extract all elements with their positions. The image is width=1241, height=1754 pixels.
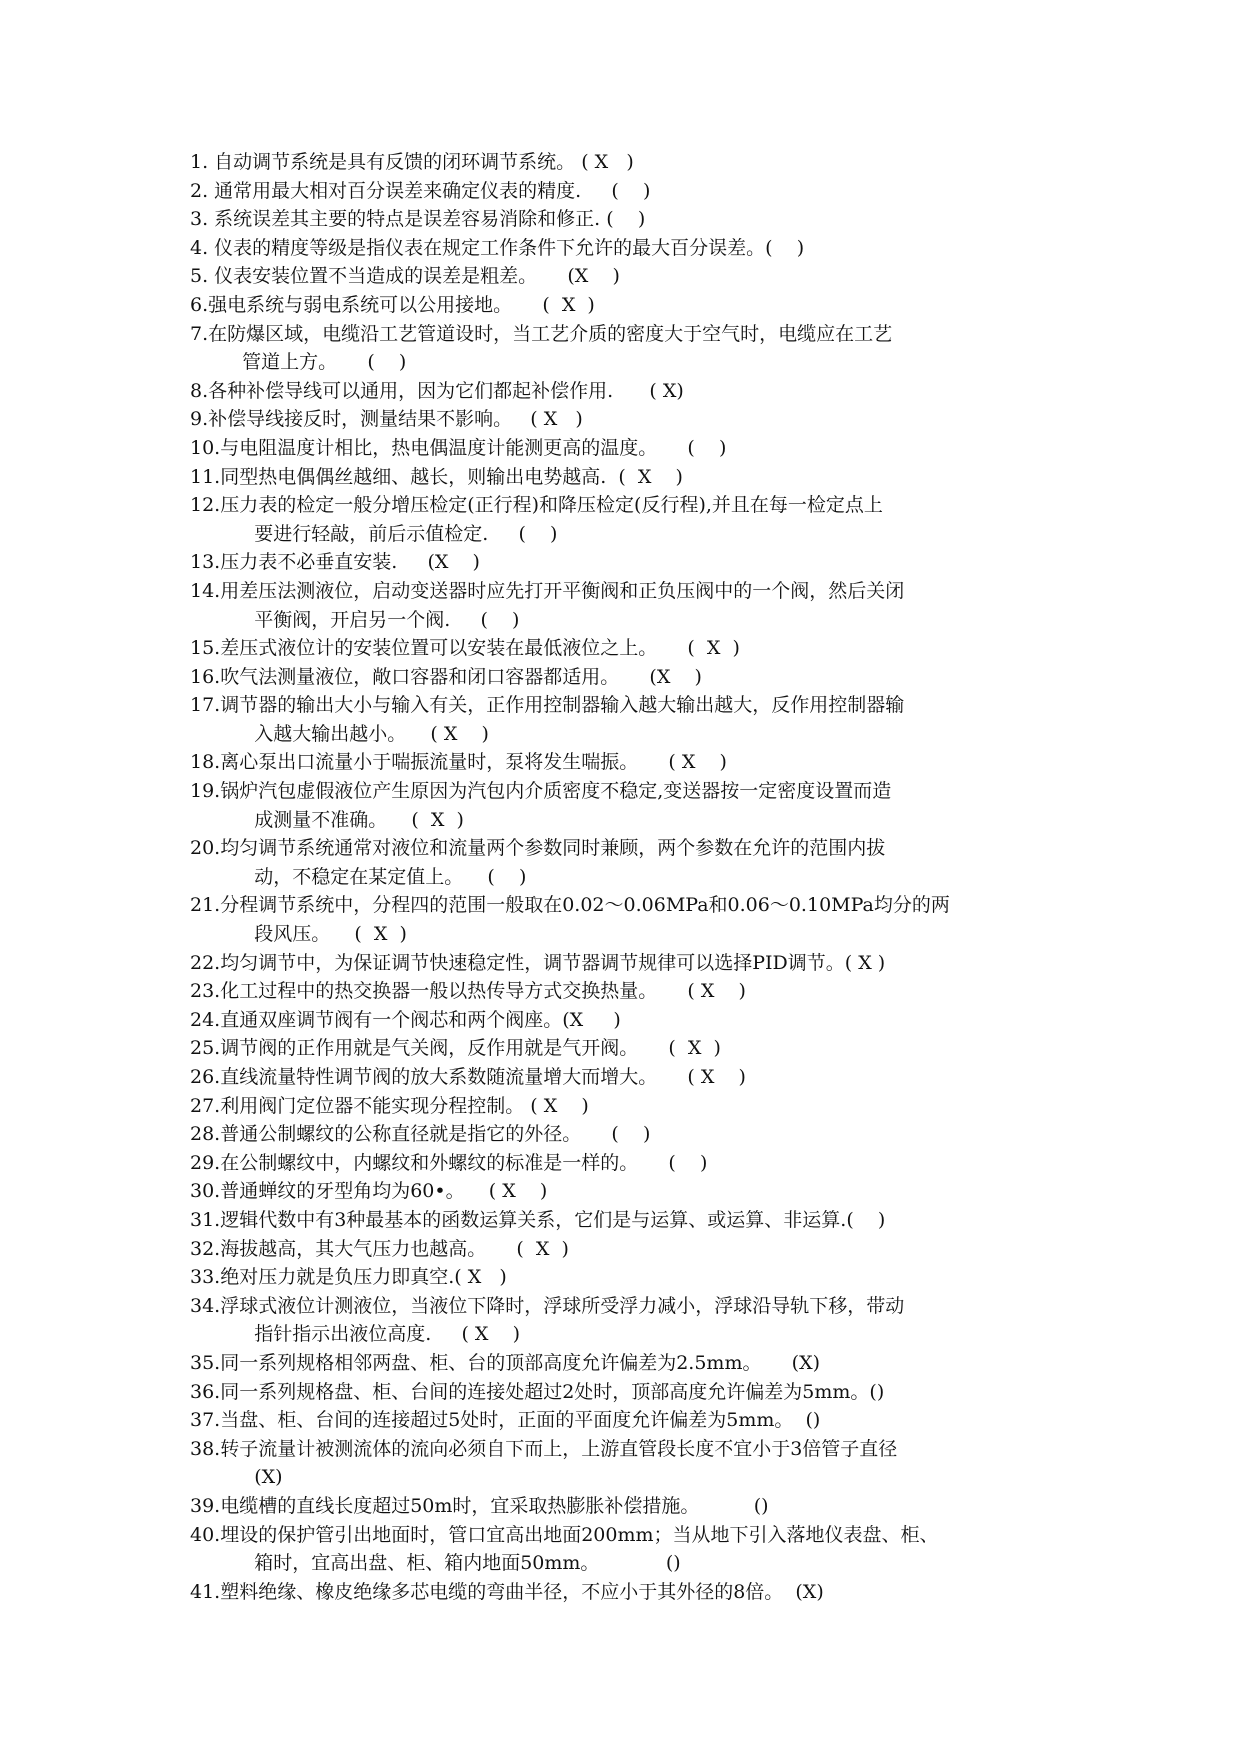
question-number: 17.: [190, 694, 221, 717]
question-number: 36.: [190, 1380, 221, 1403]
question-item: [190, 148, 1070, 177]
question-text-line: 当盘、柜、台间的连接超过5处时，正面的平面度允许偏差为5mm。 (): [220, 1409, 821, 1432]
question-item: [190, 634, 1070, 663]
question-number: 41.: [190, 1580, 221, 1603]
question-text-continuation: 指针指示出液位高度. ( X ): [254, 1323, 521, 1346]
question-number: 20.: [190, 837, 221, 860]
question-text-line: 调节阀的正作用就是气关阀，反作用就是气开阀。 ( X ): [220, 1037, 721, 1060]
question-item: [190, 1578, 1070, 1607]
question-item: [190, 234, 1070, 263]
question-text: [208, 234, 1070, 263]
question-text-line: 海拔越高，其大气压力也越高。 ( X ): [220, 1237, 569, 1260]
question-number: 6.: [190, 293, 209, 316]
question-item: [190, 434, 1070, 463]
question-text: [220, 1349, 1070, 1378]
question-item: [190, 177, 1070, 206]
question-number: 16.: [190, 665, 221, 688]
question-text-continuation: 箱时，宜高出盘、柜、箱内地面50mm。 (): [254, 1552, 681, 1575]
question-item: [190, 834, 1070, 891]
question-text: [220, 1092, 1070, 1121]
question-text: [220, 1263, 1070, 1292]
question-item: [190, 1378, 1070, 1407]
question-item: [190, 891, 1070, 948]
question-text-line: 直通双座调节阀有一个阀芯和两个阀座。(X ): [220, 1008, 621, 1031]
question-text-line: 调节器的输出大小与输入有关，正作用控制器输入越大输出越大，反作用控制器输: [220, 694, 905, 717]
question-item: [190, 205, 1070, 234]
question-text: [220, 1177, 1070, 1206]
question-text-line: 直线流量特性调节阀的放大系数随流量增大而增大。 ( X ): [220, 1066, 746, 1088]
question-text: [220, 434, 1070, 463]
question-number: 4.: [190, 236, 209, 259]
question-text: [208, 291, 1070, 320]
question-text-line: 同型热电偶偶丝越细、越长，则输出电势越高. ( X ): [220, 465, 683, 488]
question-text-continuation: 要进行轻敲，前后示值检定. ( ): [254, 522, 558, 545]
question-item: [190, 405, 1070, 434]
question-number: 31.: [190, 1208, 221, 1231]
question-item: [190, 977, 1070, 1006]
question-number: 19.: [190, 780, 221, 803]
question-item: [190, 1006, 1070, 1035]
question-number: 33.: [190, 1266, 221, 1289]
question-number: 7.: [190, 322, 209, 345]
question-item: [190, 1206, 1070, 1235]
question-text-line: 仪表的精度等级是指仪表在规定工作条件下允许的最大百分误差。( ): [208, 236, 805, 259]
question-text-continuation: 段风压。 ( X ): [254, 923, 407, 946]
question-text: [220, 1034, 1070, 1063]
question-item: [190, 1034, 1070, 1063]
question-text-line: 系统误差其主要的特点是误差容易消除和修正. ( ): [208, 208, 646, 231]
question-number: 39.: [190, 1494, 221, 1517]
question-number: 5.: [190, 265, 209, 288]
question-text: [208, 320, 1070, 377]
question-item: [190, 1435, 1070, 1492]
question-text: [220, 1120, 1070, 1149]
question-item: [190, 320, 1070, 377]
question-text-line: 锅炉汽包虚假液位产生原因为汽包内介质密度不稳定,变送器按一定密度设置而造: [220, 780, 892, 803]
question-text-line: 均匀调节系统通常对液位和流量两个参数同时兼顾，两个参数在允许的范围内拔: [220, 837, 886, 860]
question-item: [190, 1092, 1070, 1121]
question-text-continuation: 平衡阀，开启另一个阀. ( ): [254, 608, 520, 631]
question-text: [220, 663, 1070, 692]
question-text-line: 通常用最大相对百分误差来确定仪表的精度. ( ): [208, 179, 651, 202]
question-text-line: 逻辑代数中有3种最基本的函数运算关系，它们是与运算、或运算、非运算.( ): [220, 1208, 886, 1231]
question-text-line: 离心泵出口流量小于喘振流量时，泵将发生喘振。 ( X ): [220, 751, 727, 774]
question-text-line: 与电阻温度计相比，热电偶温度计能测更高的温度。 ( ): [220, 436, 727, 459]
question-item: [190, 491, 1070, 548]
question-text: [220, 748, 1070, 777]
question-number: 25.: [190, 1037, 221, 1060]
question-text: [208, 262, 1070, 291]
question-text: [208, 205, 1070, 234]
question-text-line: 塑料绝缘、橡皮绝缘多芯电缆的弯曲半径，不应小于其外径的8倍。 (X): [220, 1580, 824, 1603]
question-text-line: 用差压法测液位，启动变送器时应先打开平衡阀和正负压阀中的一个阀，然后关闭: [220, 579, 905, 602]
question-text: [220, 577, 1070, 634]
question-text-line: 压力表不必垂直安装. (X ): [220, 551, 480, 574]
question-text-line: 同一系列规格相邻两盘、柜、台的顶部高度允许偏差为2.5mm。 (X): [220, 1351, 821, 1374]
question-number: 40.: [190, 1523, 221, 1546]
question-number: 37.: [190, 1409, 221, 1432]
question-number: 35.: [190, 1351, 221, 1374]
question-text-line: 转子流量计被测流体的流向必须自下而上，上游直管段长度不宜小于3倍管子直径: [220, 1437, 898, 1460]
question-number: 9.: [190, 408, 209, 431]
question-text: [220, 977, 1070, 1006]
question-text-continuation: 入越大输出越小。 ( X ): [254, 722, 489, 745]
question-item: [190, 691, 1070, 748]
question-item: [190, 377, 1070, 406]
question-number: 8.: [190, 379, 209, 402]
question-text: [220, 1378, 1070, 1407]
question-text-line: 补偿导线接反时，测量结果不影响。 ( X ): [208, 408, 583, 431]
question-item: [190, 777, 1070, 834]
question-text-line: 同一系列规格盘、柜、台间的连接处超过2处时，顶部高度允许偏差为5mm。(): [220, 1380, 885, 1403]
question-text-continuation: (X): [254, 1466, 283, 1489]
question-text: [220, 777, 1070, 834]
question-number: 15.: [190, 637, 221, 660]
question-text: [208, 405, 1070, 434]
question-text-continuation: 管道上方。 ( ): [242, 351, 407, 374]
question-text: [208, 177, 1070, 206]
question-text-line: 浮球式液位计测液位，当液位下降时，浮球所受浮力减小，浮球沿导轨下移，带动: [220, 1294, 905, 1317]
question-item: [190, 1235, 1070, 1264]
question-text: [220, 1206, 1070, 1235]
question-text: [220, 1235, 1070, 1264]
question-text: [220, 548, 1070, 577]
question-item: [190, 1063, 1070, 1092]
question-text-line: 电缆槽的直线长度超过50m时，宜采取热膨胀补偿措施。 (): [220, 1494, 769, 1517]
question-number: 10.: [190, 436, 221, 459]
question-number: 13.: [190, 551, 221, 574]
question-item: [190, 1120, 1070, 1149]
question-text-line: 强电系统与弱电系统可以公用接地。 ( X ): [208, 293, 595, 316]
question-text: [220, 1521, 1070, 1578]
question-number: 21.: [190, 894, 221, 917]
question-text: [220, 834, 1070, 891]
question-text-line: 埋设的保护管引出地面时，管口宜高出地面200mm；当从地下引入落地仪表盘、柜、: [220, 1523, 939, 1546]
question-text: [220, 1578, 1070, 1607]
question-text-line: 仪表安装位置不当造成的误差是粗差。 (X ): [208, 265, 620, 288]
question-number: 12.: [190, 494, 221, 517]
question-list: [190, 148, 1070, 1606]
question-item: [190, 748, 1070, 777]
question-text: [208, 377, 1070, 406]
question-text-line: 自动调节系统是具有反馈的闭环调节系统。 ( X ): [208, 151, 634, 173]
question-number: 27.: [190, 1094, 221, 1117]
question-text-line: 普通公制螺纹的公称直径就是指它的外径。 ( ): [220, 1123, 651, 1146]
question-number: 22.: [190, 951, 221, 974]
question-text: [220, 691, 1070, 748]
question-text: [220, 891, 1070, 948]
question-number: 26.: [190, 1066, 221, 1088]
question-number: 2.: [190, 179, 209, 202]
question-number: 38.: [190, 1437, 221, 1460]
question-text: [220, 1292, 1070, 1349]
question-number: 18.: [190, 751, 221, 774]
question-text: [220, 1149, 1070, 1178]
question-item: [190, 1149, 1070, 1178]
question-text-continuation: 成测量不准确。 ( X ): [254, 808, 464, 831]
question-number: 30.: [190, 1180, 221, 1203]
question-item: [190, 1263, 1070, 1292]
question-text: [220, 463, 1070, 492]
question-text: [220, 1006, 1070, 1035]
question-item: [190, 1521, 1070, 1578]
question-text: [220, 949, 1070, 978]
question-text: [220, 491, 1070, 548]
question-text-line: 均匀调节中，为保证调节快速稳定性，调节器调节规律可以选择PID调节。( X ): [220, 951, 886, 974]
question-text: [220, 1406, 1070, 1435]
question-text-line: 吹气法测量液位，敞口容器和闭口容器都适用。 (X ): [220, 665, 702, 688]
question-text: [220, 1492, 1070, 1521]
question-text-line: 绝对压力就是负压力即真空.( X ): [220, 1266, 507, 1289]
question-item: [190, 577, 1070, 634]
question-text-line: 各种补偿导线可以通用，因为它们都起补偿作用. ( X): [208, 379, 684, 402]
question-text-line: 利用阀门定位器不能实现分程控制。 ( X ): [220, 1094, 589, 1117]
question-text: [208, 148, 1070, 177]
question-item: [190, 548, 1070, 577]
question-item: [190, 1349, 1070, 1378]
question-number: 28.: [190, 1123, 221, 1146]
question-number: 23.: [190, 980, 221, 1003]
question-text-line: 压力表的检定一般分增压检定(正行程)和降压检定(反行程),并且在每一检定点上: [220, 494, 883, 517]
question-text-line: 分程调节系统中，分程四的范围一般取在0.02～0.06MPa和0.06～0.10MPa均分的两: [220, 894, 950, 917]
question-item: [190, 1492, 1070, 1521]
question-item: [190, 1292, 1070, 1349]
question-number: 14.: [190, 579, 221, 602]
question-text-line: 化工过程中的热交换器一般以热传导方式交换热量。 ( X ): [220, 980, 746, 1003]
question-text-line: 在公制螺纹中，内螺纹和外螺纹的标准是一样的。 ( ): [220, 1151, 708, 1174]
question-text-line: 在防爆区域，电缆沿工艺管道设时，当工艺介质的密度大于空气时，电缆应在工艺: [208, 322, 893, 345]
question-text-line: 普通蝉纹的牙型角均为60•。 ( X ): [220, 1180, 548, 1203]
question-item: [190, 949, 1070, 978]
question-text-continuation: 动，不稳定在某定值上。 ( ): [254, 865, 527, 888]
question-text: [220, 1435, 1070, 1492]
question-item: [190, 463, 1070, 492]
question-number: 29.: [190, 1151, 221, 1174]
question-item: [190, 262, 1070, 291]
question-text: [220, 634, 1070, 663]
question-item: [190, 291, 1070, 320]
question-number: 1.: [190, 151, 209, 173]
question-item: [190, 1406, 1070, 1435]
question-number: 11.: [190, 465, 221, 488]
question-number: 34.: [190, 1294, 221, 1317]
question-text-line: 差压式液位计的安装位置可以安装在最低液位之上。 ( X ): [220, 637, 740, 660]
question-number: 24.: [190, 1008, 221, 1031]
question-item: [190, 663, 1070, 692]
question-text: [220, 1063, 1070, 1092]
question-item: [190, 1177, 1070, 1206]
question-number: 32.: [190, 1237, 221, 1260]
question-number: 3.: [190, 208, 209, 231]
